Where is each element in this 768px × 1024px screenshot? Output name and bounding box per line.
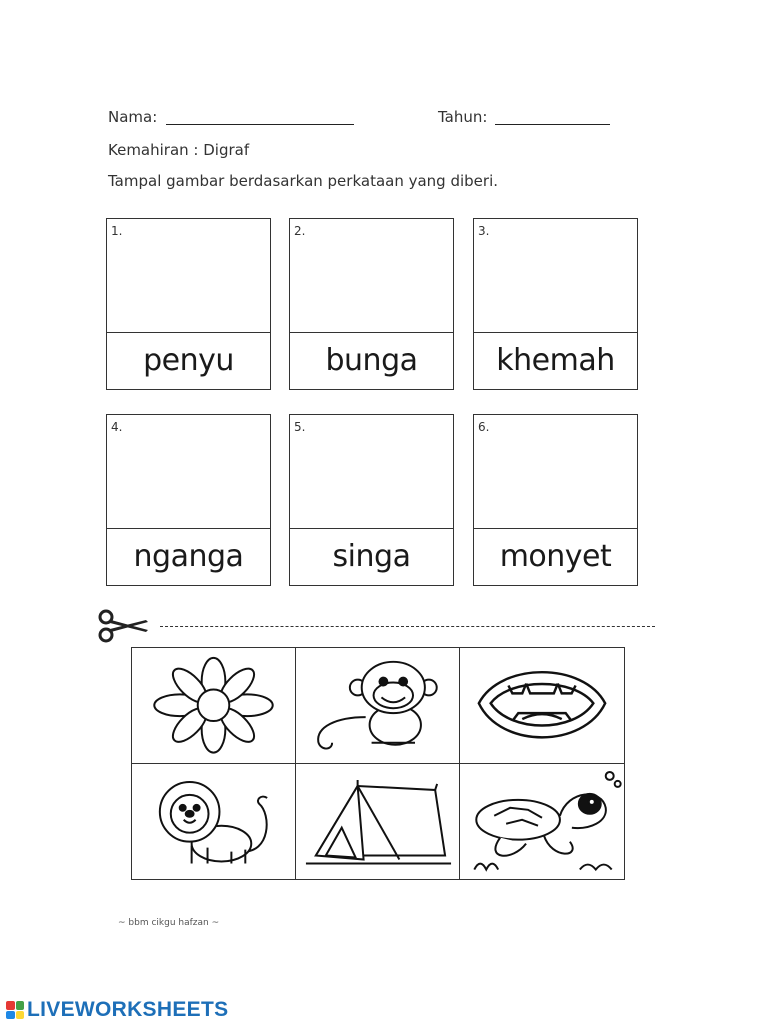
drop-zone[interactable] (474, 415, 637, 529)
scissors-icon (96, 608, 156, 644)
drop-zone[interactable] (474, 219, 637, 333)
mouth-picture[interactable] (460, 648, 624, 764)
drop-zone[interactable] (290, 415, 453, 529)
monkey-icon (296, 648, 459, 763)
tent-icon (296, 764, 459, 880)
card-4[interactable] (106, 414, 271, 586)
kemahiran-text: Kemahiran : Digraf (108, 141, 250, 159)
card-number: 3. (478, 224, 490, 238)
card-word: penyu (143, 343, 234, 378)
tent-picture[interactable] (296, 764, 460, 880)
cutout-grid (131, 647, 625, 880)
instruction-text: Tampal gambar berdasarkan perkataan yang diberi. (108, 172, 499, 190)
drop-zone[interactable] (107, 219, 270, 333)
card-number: 4. (111, 420, 123, 434)
card-3[interactable] (473, 218, 638, 390)
tahun-input-line[interactable] (495, 124, 610, 125)
card-5[interactable] (289, 414, 454, 586)
flower-icon (132, 648, 295, 763)
card-1[interactable] (106, 218, 271, 390)
sea-turtle-icon (460, 764, 624, 880)
liveworksheets-logo (6, 998, 228, 1022)
nama-input-line[interactable] (166, 124, 354, 125)
card-2[interactable] (289, 218, 454, 390)
card-word: singa (332, 539, 411, 574)
lion-icon (132, 764, 295, 880)
card-6[interactable] (473, 414, 638, 586)
credit-text: ~ bbm cikgu hafzan ~ (118, 918, 220, 928)
brand-logo-icon (6, 1001, 24, 1019)
card-word: monyet (499, 539, 612, 574)
open-mouth-icon (460, 648, 624, 763)
cut-line (160, 626, 655, 627)
brand-name: LIVEWORKSHEETS (27, 998, 229, 1021)
card-word: bunga (325, 343, 418, 378)
card-word: khemah (496, 343, 615, 378)
monkey-picture[interactable] (296, 648, 460, 764)
card-number: 2. (294, 224, 306, 238)
card-word: nganga (133, 539, 244, 574)
lion-picture[interactable] (132, 764, 296, 880)
nama-label: Nama: (108, 108, 158, 126)
card-number: 6. (478, 420, 490, 434)
turtle-picture[interactable] (460, 764, 624, 880)
drop-zone[interactable] (290, 219, 453, 333)
card-number: 1. (111, 224, 123, 238)
card-number: 5. (294, 420, 306, 434)
tahun-label: Tahun: (438, 108, 488, 126)
flower-picture[interactable] (132, 648, 296, 764)
drop-zone[interactable] (107, 415, 270, 529)
